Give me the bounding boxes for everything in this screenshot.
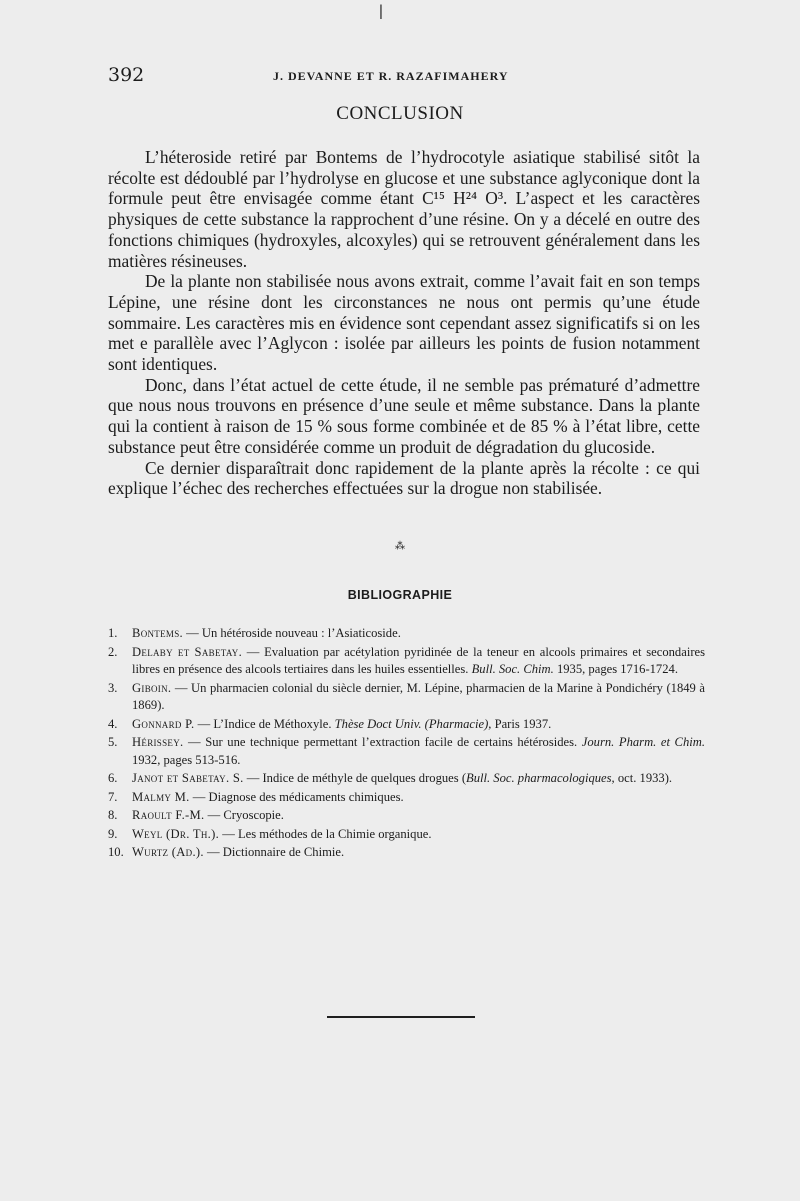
- reference-item: [108, 826, 705, 844]
- reference-item: [108, 807, 705, 825]
- reference-item: [108, 734, 705, 769]
- reference-tail: 1932, pages 513-516.: [132, 752, 241, 767]
- reference-number: 8.: [108, 808, 118, 822]
- reference-number: 2.: [108, 644, 118, 659]
- reference-author: Gonnard P.: [132, 716, 195, 731]
- reference-tail: 1935, pages 1716-1724.: [553, 662, 678, 676]
- bibliography-title: BIBLIOGRAPHIE: [347, 588, 453, 602]
- reference-author: Delaby et Sabetay.: [132, 644, 243, 659]
- reference-text: — L’Indice de Méthoxyle.: [194, 716, 335, 731]
- reference-item: [108, 680, 705, 715]
- reference-source: Journ. Pharm. et Chim.: [581, 735, 705, 749]
- reference-author: Giboin.: [132, 680, 172, 695]
- asterism: ⁂: [395, 541, 405, 552]
- reference-source: Bull. Soc. Chim.: [471, 662, 554, 676]
- reference-tail: Paris 1937.: [491, 716, 552, 731]
- margin-mark: ǀ: [378, 0, 384, 24]
- reference-text: — Un pharmacien colonial du siècle dernier, M. Lépine, pharmacien de la Marine à Pondichéry (1849 à 1869).: [132, 680, 705, 712]
- body-text: [108, 147, 700, 499]
- reference-number: 4.: [108, 716, 118, 731]
- bibliography-list: [108, 625, 705, 863]
- reference-number: 5.: [108, 735, 118, 749]
- reference-text: — Un hétéroside nouveau : l’Asiaticoside.: [182, 626, 401, 640]
- reference-source: Thèse Doct Univ. (Pharmacie),: [334, 716, 492, 731]
- paragraph: De la plante non stabilisée nous avons extrait, comme l’avait fait en son temps Lépine, une résine dont les circonstances ne nous ont permis qu’une étude sommaire. Les caractères mis en évidence sont cependant assez significatifs si on les met e parallèle avec l’Aglycon : isolée par ailleurs les points de fusion notamment sont identiques.: [108, 271, 700, 375]
- reference-number: 7.: [108, 789, 118, 804]
- reference-author: Janot et Sabetay. S.: [132, 771, 244, 785]
- reference-item: [108, 770, 705, 788]
- reference-number: 9.: [108, 826, 118, 841]
- reference-author: Malmy M.: [132, 789, 190, 804]
- reference-item: [108, 789, 705, 807]
- reference-text: — Les méthodes de la Chimie organique.: [219, 826, 432, 841]
- page-number: 392: [108, 64, 145, 86]
- reference-author: Hérissey.: [132, 735, 184, 749]
- paragraph: Ce dernier disparaîtrait donc rapidement de la plante après la récolte : ce qui explique l’échec des recherches effectuées sur la drogue non stabilisée.: [108, 457, 700, 499]
- reference-number: 3.: [108, 680, 118, 695]
- reference-item: [108, 716, 705, 734]
- end-rule: [327, 1016, 475, 1018]
- reference-tail: oct. 1933).: [614, 771, 673, 785]
- reference-item: [108, 644, 705, 679]
- reference-source: Bull. Soc. pharmacologiques,: [466, 771, 615, 785]
- reference-text: — Dictionnaire de Chimie.: [203, 845, 345, 859]
- reference-number: 6.: [108, 771, 118, 785]
- paragraph: Donc, dans l’état actuel de cette étude, il ne semble pas prématuré d’admettre que nous nous trouvons en présence d’une seule et même substance. Dans la plante qui la contient à raison de 15 % sous forme combinée et de 85 % à l’état libre, cette substance peut être considérée comme un produit de dégradation du glucoside.: [108, 374, 700, 457]
- reference-text: — Indice de méthyle de quelques drogues (: [243, 771, 467, 785]
- paragraph: L’héteroside retiré par Bontems de l’hydrocotyle asiatique stabilisé sitôt la récolte est dédoublé par l’hydrolyse en glucose et une substance aglyconique dont la formule peut être envisagée comme étant C¹⁵ H²⁴ O³. L’aspect et les caractères physiques de cette substance la rapprochent d’une résine. On y a décelé en outre des fonctions chimiques (hydroxyles, alcoxyles) qui se retrouvent généralement dans les matières résineuses.: [108, 147, 700, 271]
- reference-text: — Diagnose des médicaments chimiques.: [189, 789, 404, 804]
- section-title: CONCLUSION: [336, 103, 464, 124]
- reference-text: — Evaluation par acétylation pyridinée de la teneur en alcools primaires et secondaires libres en présence des alcools tertiaires dans les huiles essentielles.: [132, 644, 706, 676]
- reference-item: [108, 625, 705, 643]
- running-title: J. DEVANNE ET R. RAZAFIMAHERY: [273, 69, 509, 83]
- reference-author: Bontems.: [132, 626, 183, 640]
- reference-author: Wurtz (Ad.).: [132, 845, 204, 859]
- reference-text: — Sur une technique permettant l’extraction facile de certains hétérosides.: [183, 735, 582, 749]
- reference-author: Weyl (Dr. Th.).: [132, 826, 220, 841]
- reference-author: Raoult F.-M.: [132, 808, 205, 822]
- reference-item: [108, 844, 705, 862]
- reference-number: 10.: [108, 845, 124, 859]
- reference-number: 1.: [108, 626, 118, 640]
- running-head: [108, 64, 700, 86]
- reference-text: — Cryoscopie.: [204, 808, 284, 822]
